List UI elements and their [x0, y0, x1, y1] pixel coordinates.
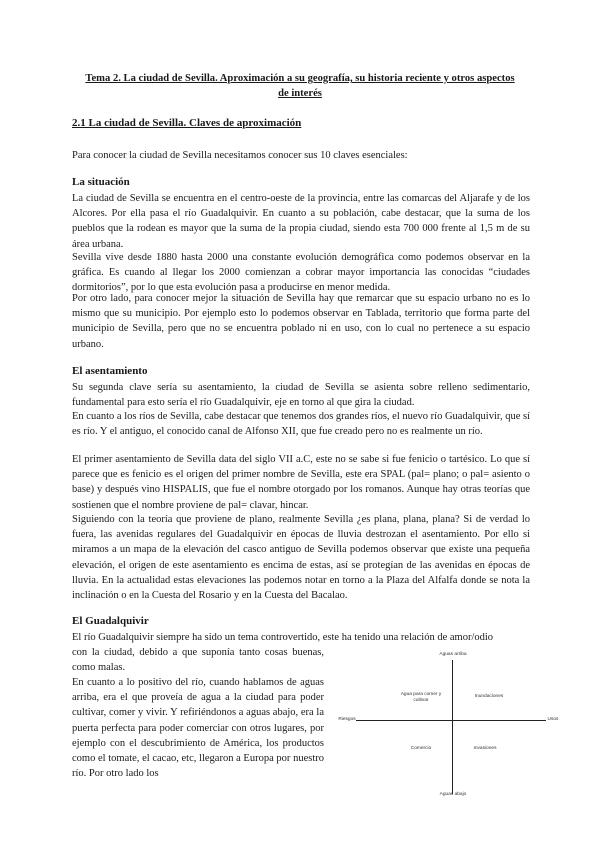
asentamiento-paragraph-3: El primer asentamiento de Sevilla data del siglo VII a.C, este no se sabe si fue fenicio o tartésico. Lo que sí parece que es fenicio es el origen del primer nombre de Sevilla, este era SPAL (pal= plano; o pal= asiento o base) y después vino HISPALIS, que fue el nombre otorgado por los romanos. Aunque hay otras teorías que sostienen que el nombre proviene de pal= clavar, hincar. [72, 454, 530, 511]
diagram-horizontal-axis [356, 720, 546, 721]
section-heading: 2.1 La ciudad de Sevilla. Claves de aproximación [72, 117, 302, 129]
title-line-1: Tema 2. La ciudad de Sevilla. Aproximación a su geografía, su historia reciente y otros aspectos [85, 73, 515, 84]
situacion-paragraph-1: La ciudad de Sevilla se encuentra en el centro-oeste de la provincia, entre las comarcas del Aljarafe y de los Alcores. Por ella pasa el río Guadalquivir. En cuanto a su población, cabe destacar, que la suma de los pueblos que la rodean es mayor que la suma de la propia ciudad, siendo esta 700 000 frente al 1,5 m de su área urbana. [72, 193, 530, 250]
guadalquivir-paragraph-2: En cuanto a lo positivo del río, cuando hablamos de aguas arriba, era el que proveía de agua a la ciudad para poder cultivar, comer y vivir. Y refiriéndonos a aguas abajo, era la puerta perfecta para poder comerciar con otros lugares, por ejemplo con el descubrimiento de América, los productos como el tomate, el cacao, etc, llegaron a Europa por nuestro río. Por otro lado los [72, 677, 324, 780]
diagram-label-bottom: Aguas abajo [439, 792, 467, 797]
diagram-vertical-axis [452, 660, 453, 794]
title-line-2: de interés [278, 88, 322, 99]
guadalquivir-heading: El Guadalquivir [72, 615, 149, 627]
situacion-paragraph-2: Sevilla vive desde 1880 hasta 2000 una constante evolución demográfica como podemos observar en la gráfica. Es cuando al llegar los 2000 comienzan a cobrar mayor importancia las conocidas “ciudades dormitorios”, por lo que esta evolución pasa a producirse en menor medida. [72, 252, 530, 294]
diagram-quadrant-top-right: Inundaciones [474, 694, 504, 699]
asentamiento-paragraph-4: Siguiendo con la teoría que proviene de plano, realmente Sevilla ¿es plana, plana, plana? Si de verdad lo fuera, las avenidas regulares del Guadalquivir en épocas de lluvia destrozan el asentamiento. Por ello si miramos a un mapa de la elevación del casco antiguo de Sevilla podemos observar que existe una pequeña elevación, el origen de este asentamiento es encima de estas, así se protegían de las avenidas en épocas de lluvia. En la actualidad estas elevaciones las podemos notar en torno a la Plaza del Alfalfa donde se nota la inclinación o en la Cuesta del Rosario y en la Cuesta del Bacalao. [72, 514, 530, 602]
asentamiento-paragraph-2: En cuanto a los ríos de Sevilla, cabe destacar que tenemos dos grandes ríos, el nuevo río Guadalquivir, que sí es río. Y el antiguo, el conocido canal de Alfonso XII, que fue creado pero no es realmente un río. [72, 411, 530, 438]
diagram-quadrant-bottom-left: Comercio [410, 746, 432, 751]
document-title [72, 71, 528, 101]
river-diagram [336, 652, 566, 802]
asentamiento-paragraph-1: Su segunda clave sería su asentamiento, la ciudad de Sevilla se asienta sobre relleno sedimentario, fundamental para esto sería el río Guadalquivir, eje en torno al que gira la ciudad. [72, 382, 530, 409]
guadalquivir-paragraph-1b: con la ciudad, debido a que suponía tanto cosas buenas, como malas. [72, 647, 324, 674]
diagram-label-top: Aguas arriba [439, 652, 467, 657]
diagram-quadrant-top-left: Agua para comer y cultivar [400, 692, 442, 703]
diagram-quadrant-bottom-right: Invasiones [473, 746, 497, 751]
diagram-label-right: Usos [547, 717, 559, 722]
asentamiento-heading: El asentamiento [72, 365, 148, 377]
intro-paragraph: Para conocer la ciudad de Sevilla necesitamos conocer sus 10 claves esenciales: [72, 150, 408, 161]
situacion-paragraph-3: Por otro lado, para conocer mejor la situación de Sevilla hay que remarcar que su espacio urbano no es lo mismo que su municipio. Por ejemplo esto lo podemos observar en Tablada, territorio que forma parte del municipio de Sevilla, pero que no se encuentra poblado ni en uso, con lo cual no pertenece a su espacio urbano. [72, 293, 530, 350]
guadalquivir-paragraph-1: El río Guadalquivir siempre ha sido un tema controvertido, este ha tenido una relación de amor/odio [72, 632, 494, 643]
situacion-heading: La situación [72, 176, 130, 188]
diagram-label-left: Riesgos [338, 717, 356, 722]
